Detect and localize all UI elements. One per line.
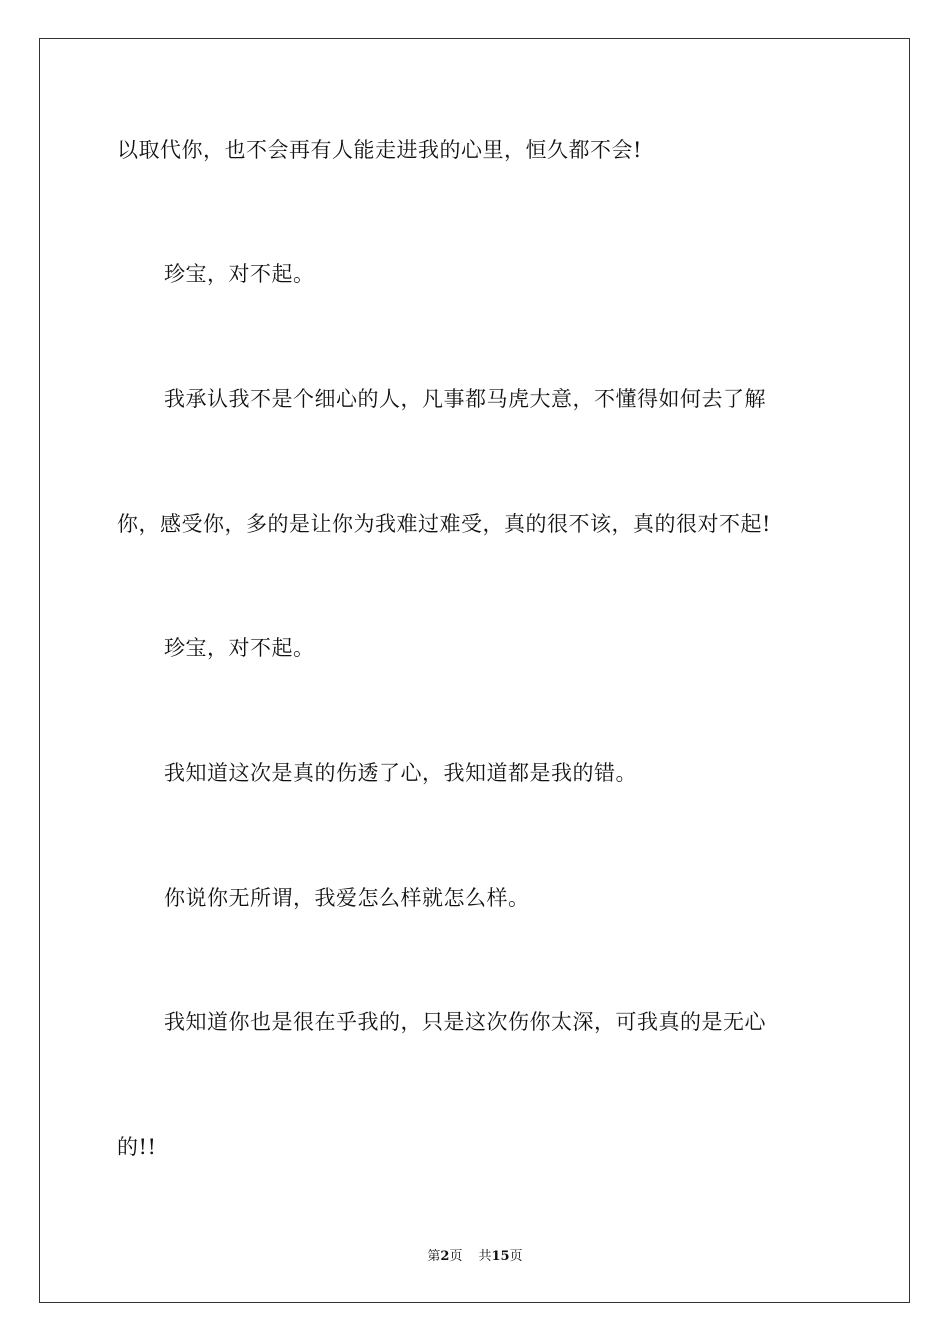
footer-prefix: 第	[427, 1249, 441, 1264]
body-line-1: 以取代你，也不会再有人能走进我的心里，恒久都不会!	[117, 138, 642, 162]
body-line-9: 的!!	[117, 1135, 157, 1159]
footer-total-suffix: 页	[509, 1249, 523, 1264]
body-line-5: 珍宝，对不起。	[164, 636, 315, 660]
current-page-number: 2	[440, 1249, 450, 1264]
footer-page-suffix: 页	[449, 1249, 463, 1264]
body-line-4: 你，感受你，多的是让你为我难过难受，真的很不该，真的很对不起!	[117, 512, 771, 536]
body-line-6: 我知道这次是真的伤透了心，我知道都是我的错。	[164, 761, 637, 785]
body-line-8: 我知道你也是很在乎我的，只是这次伤你太深，可我真的是无心	[164, 1010, 766, 1034]
page-footer	[0, 1248, 950, 1266]
body-line-2: 珍宝，对不起。	[164, 262, 315, 286]
page-border	[39, 38, 910, 1303]
total-pages-number: 15	[491, 1249, 510, 1264]
body-line-7: 你说你无所谓，我爱怎么样就怎么样。	[164, 886, 530, 910]
footer-total-prefix: 共	[478, 1249, 492, 1264]
body-line-3: 我承认我不是个细心的人，凡事都马虎大意，不懂得如何去了解	[164, 387, 766, 411]
